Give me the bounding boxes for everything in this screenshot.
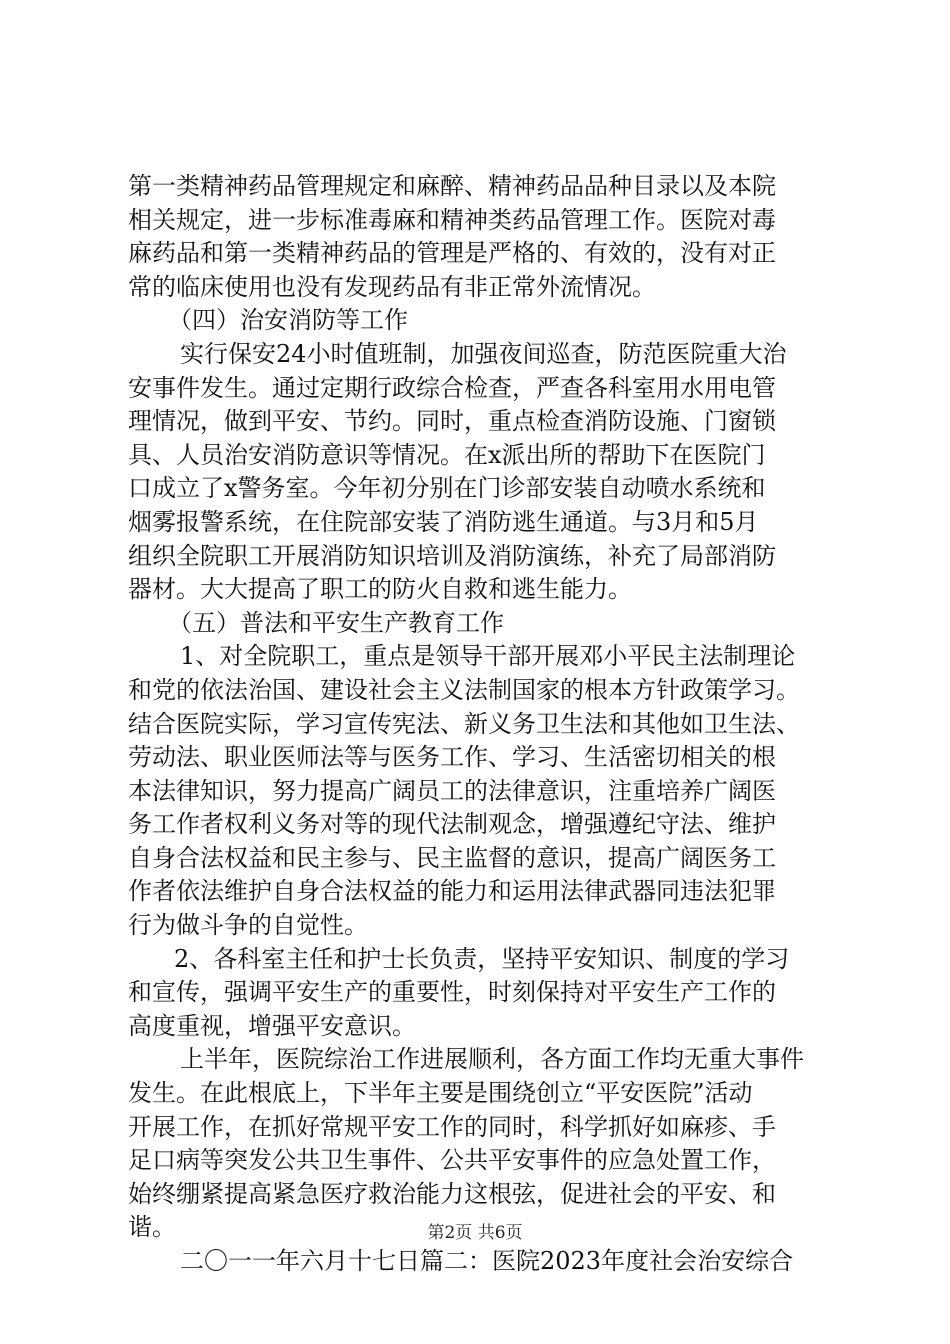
text-line: 发生。在此根底上，下半年主要是围绕创立“平安医院”活动 [128,1079,753,1108]
text-line: 劳动法、职业医师法等与医务工作、学习、生活密切相关的根 [128,743,776,772]
text-line: 自身合法权益和民主参与、民主监督的意识，提高广阔医务工 [128,843,776,872]
text-line: 和党的依法治国、建设社会主义法制国家的根本方针政策学习。 [128,675,800,704]
text-line: 行为做斗争的自觉性。 [128,911,368,940]
text-line: 器材。大大提高了职工的防火自救和逃生能力。 [128,575,632,604]
text-line: 实行保安24小时值班制，加强夜间巡查，防范医院重大治 [180,339,787,368]
text-line: 上半年，医院综治工作进展顺利，各方面工作均无重大事件 [180,1045,804,1074]
text-line: 始终绷紧提高紧急医疗救治能力这根弦，促进社会的平安、和 [128,1179,776,1208]
text-line: 常的临床使用也没有发现药品有非正常外流情况。 [128,272,656,301]
text-line: 安事件发生。通过定期行政综合检查，严查各科室用水用电管 [128,373,776,402]
section-heading: （四）治安消防等工作 [168,306,408,335]
text-line: 谐。 [128,1213,176,1242]
text-line: 务工作者权利义务对等的现代法制观念，增强遵纪守法、维护 [128,810,776,839]
text-line: 开展工作，在抓好常规平安工作的同时，科学抓好如麻疹、手 [128,1112,776,1141]
text-line: 组织全院职工开展消防知识培训及消防演练，补充了局部消防 [128,541,776,570]
text-line: 足口病等突发公共卫生事件、公共平安事件的应急处置工作， [128,1146,776,1175]
text-line: 烟雾报警系统，在住院部安装了消防逃生通道。与3月和5月 [128,507,759,536]
text-line: 1、对全院职工，重点是领导干部开展邓小平民主法制理论 [180,642,796,671]
text-line: 具、人员治安消防意识等情况。在x派出所的帮助下在医院门 [128,440,766,469]
text-line: 麻药品和第一类精神药品的管理是严格的、有效的，没有对正 [128,239,776,268]
page-footer: 第2页 共6页 [427,1223,523,1243]
text-line: 理情况，做到平安、节约。同时，重点检查消防设施、门窗锁 [128,407,776,436]
section-heading: （五）普法和平安生产教育工作 [168,608,504,637]
text-line: 和宣传，强调平安生产的重要性，时刻保持对平安生产工作的 [128,978,776,1007]
text-line: 结合医院实际，学习宣传宪法、新义务卫生法和其他如卫生法、 [128,709,800,738]
text-line: 口成立了x警务室。今年初分别在门诊部安装自动喷水系统和 [128,474,766,503]
text-line: 第一类精神药品管理规定和麻醉、精神药品品种目录以及本院 [128,172,776,200]
text-line: 2、各科室主任和护士长负责，坚持平安知识、制度的学习 [174,944,790,973]
text-line: 本法律知识，努力提高广阔员工的法律意识，注重培养广阔医 [128,776,776,805]
text-line: 相关规定，进一步标准毒麻和精神类药品管理工作。医院对毒 [128,205,776,234]
text-line: 作者依法维护自身合法权益的能力和运用法律武器同违法犯罪 [128,877,776,906]
text-line: 高度重视，增强平安意识。 [128,1011,416,1040]
text-line: 二〇一一年六月十七日篇二：医院2023年度社会治安综合 [180,1247,794,1275]
document-body [128,170,850,1279]
